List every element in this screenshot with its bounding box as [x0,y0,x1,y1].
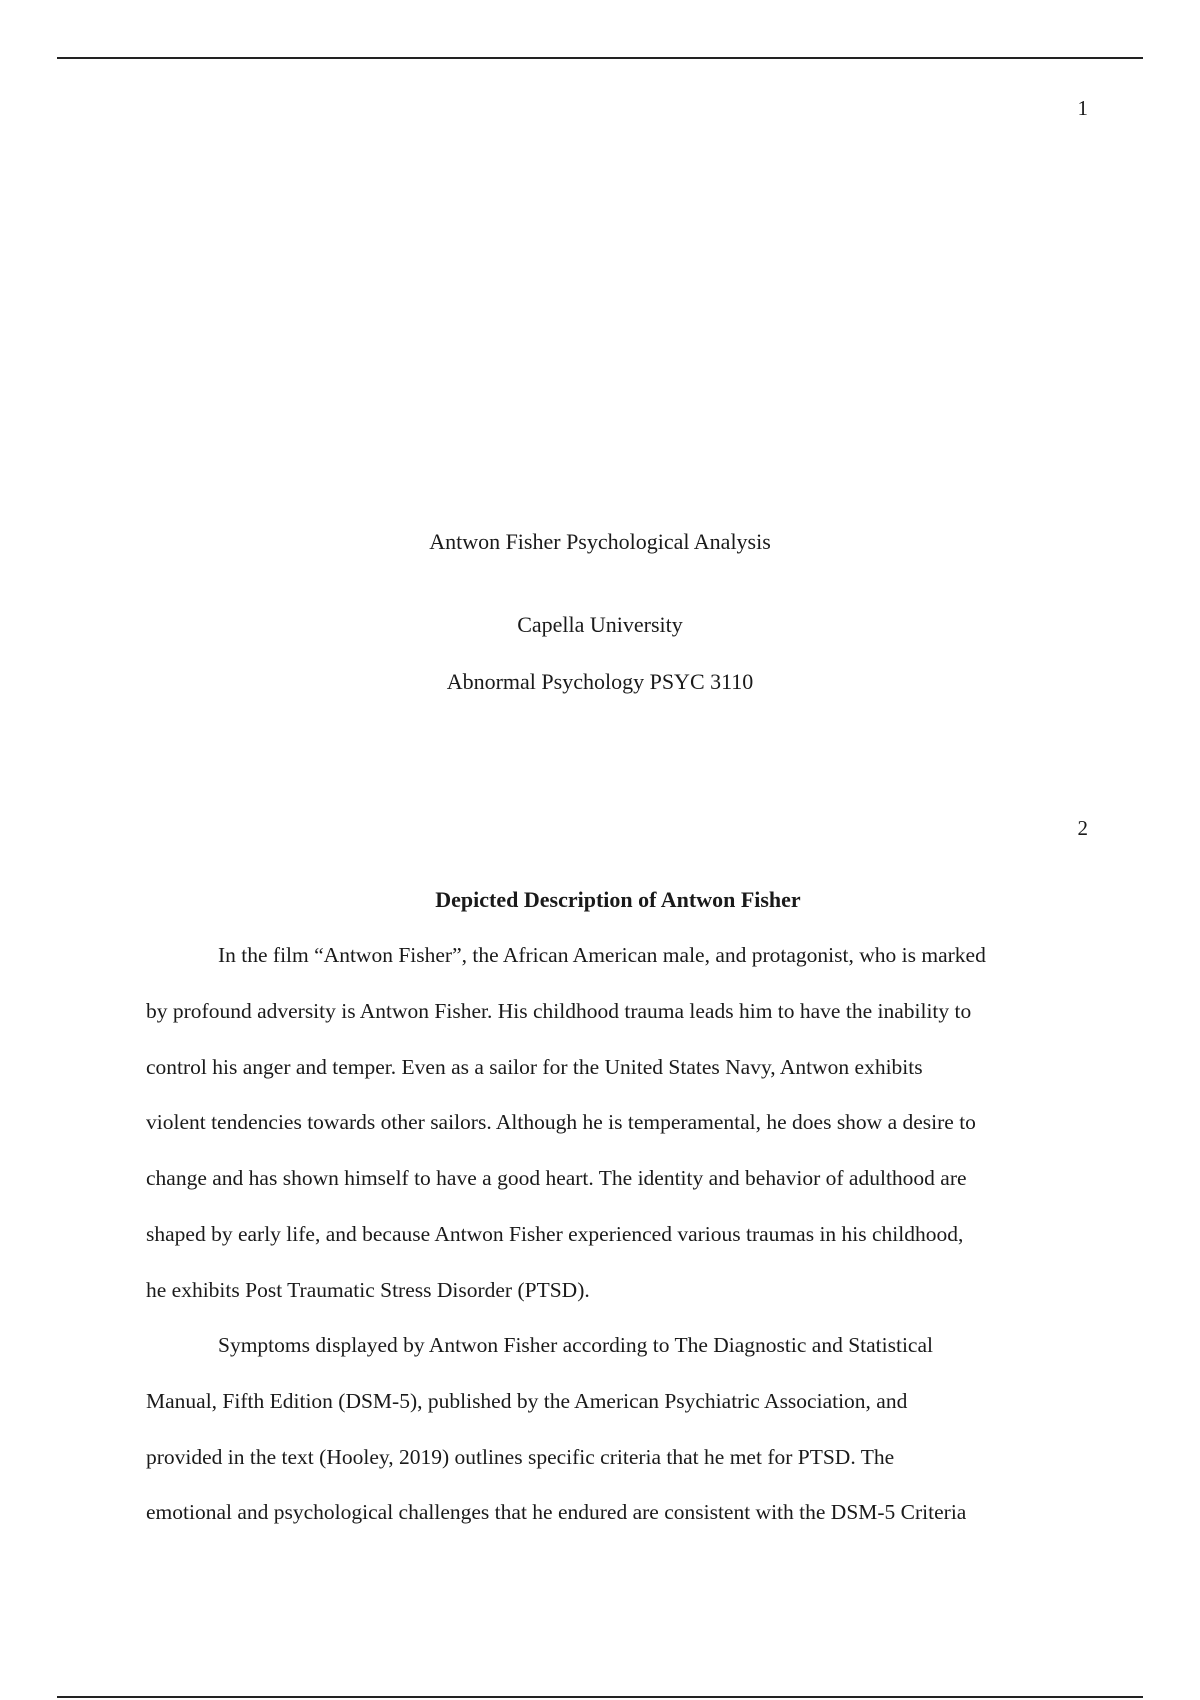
paragraph-2 [146,1318,1086,1541]
paragraph-line: emotional and psychological challenges that he endured are consistent with the DSM-5 Criteria [146,1500,967,1525]
paragraph-1 [146,928,1086,1319]
paragraph-line: Symptoms displayed by Antwon Fisher according to The Diagnostic and Statistical [218,1333,933,1357]
institution-name: Capella University [517,612,683,637]
page-number-2: 2 [1077,816,1088,840]
page-bottom-rule [57,1696,1143,1698]
paragraph-line: by profound adversity is Antwon Fisher. His childhood trauma leads him to have the inability to [146,998,972,1023]
paper-title: Antwon Fisher Psychological Analysis [429,529,771,554]
page-top-rule [57,57,1143,59]
paragraph-line: violent tendencies towards other sailors. Although he is temperamental, he does show a desire to [146,1110,976,1135]
paragraph-line: In the film “Antwon Fisher”, the African American male, and protagonist, who is marked [218,943,986,967]
page-number-1: 1 [1077,96,1088,120]
paragraph-line: change and has shown himself to have a good heart. The identity and behavior of adulthood are [146,1166,967,1191]
paragraph-line: shaped by early life, and because Antwon Fisher experienced various traumas in his childhood, [146,1221,964,1246]
paragraph-line: provided in the text (Hooley, 2019) outlines specific criteria that he met for PTSD. The [146,1444,895,1469]
section-heading: Depicted Description of Antwon Fisher [435,887,801,912]
paragraph-line: he exhibits Post Traumatic Stress Disorder (PTSD). [146,1277,590,1302]
paragraph-line: control his anger and temper. Even as a sailor for the United States Navy, Antwon exhibits [146,1054,923,1079]
paragraph-line: Manual, Fifth Edition (DSM-5), published by the American Psychiatric Association, and [146,1388,908,1413]
course-name: Abnormal Psychology PSYC 3110 [446,669,754,694]
